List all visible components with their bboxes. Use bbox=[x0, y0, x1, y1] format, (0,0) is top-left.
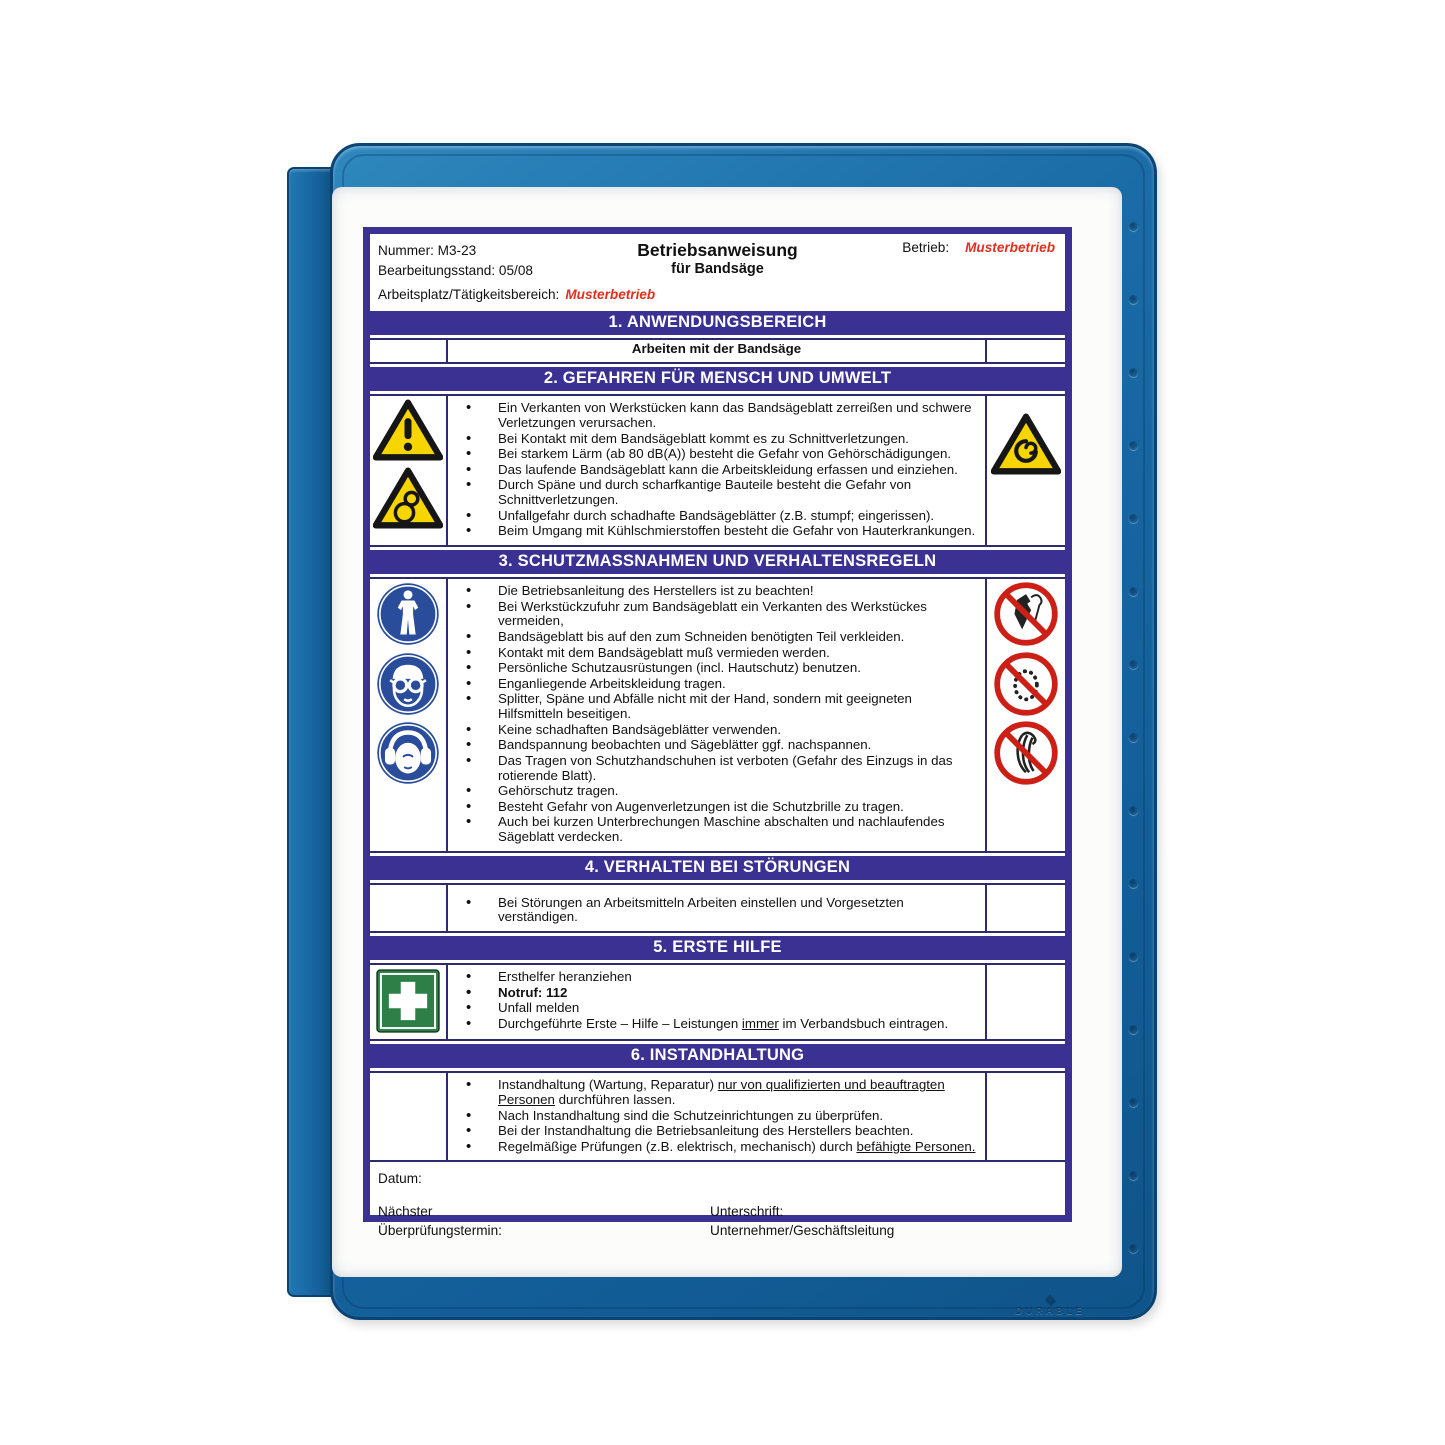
bearbeitungsstand-field: Bearbeitungsstand: 05/08 bbox=[378, 263, 533, 279]
bullet-text: durchführen lassen. bbox=[554, 1091, 676, 1107]
arbeitsplatz-field bbox=[378, 288, 655, 303]
durable-logo-mark bbox=[1044, 1295, 1055, 1306]
bullet: • Ein Verkanten von Werkstücken kann das Bandsägeblatt zerreißen und schwere Verletzungen verursachen. bbox=[448, 401, 977, 430]
document-footer bbox=[370, 1162, 1065, 1240]
general-warning-icon bbox=[373, 399, 443, 465]
naechster-label: Nächster bbox=[378, 1204, 433, 1220]
section-6-row bbox=[370, 1071, 1065, 1162]
arbeitsplatz-label: Arbeitsplatz/Tätigkeitsbereich: bbox=[378, 287, 560, 303]
section-4-header: 4. VERHALTEN BEI STÖRUNGEN bbox=[370, 856, 1065, 880]
section-1-header: 1. ANWENDUNGSBEREICH bbox=[370, 311, 1065, 335]
frame-dimple bbox=[1129, 806, 1138, 815]
footer-grid bbox=[378, 1203, 1055, 1240]
section-6-bullet-list bbox=[448, 1078, 977, 1154]
section-2-right-icons bbox=[987, 396, 1065, 545]
bullet: • Bei Kontakt mit dem Bandsägeblatt kommt es zu Schnittverletzungen. bbox=[448, 432, 977, 447]
frame-dimple bbox=[1129, 1025, 1138, 1034]
frame-dimple bbox=[1129, 587, 1138, 596]
frame-dimple bbox=[1129, 222, 1138, 231]
section-6-left-cell bbox=[370, 1073, 446, 1160]
bullet-text-underlined: befähigte Personen. bbox=[856, 1138, 976, 1154]
bullet: • Das laufende Bandsägeblatt kann die Arbeitskleidung erfassen und einziehen. bbox=[448, 463, 977, 478]
nummer-field: Nummer: M3-23 bbox=[378, 243, 477, 258]
title-line2: für Bandsäge bbox=[671, 261, 764, 278]
section-4-bullet-list bbox=[448, 896, 977, 925]
bullet: • Splitter, Späne und Abfälle nicht mit der Hand, sondern mit geeigneten Hilfsmitteln beseitigen. bbox=[448, 692, 977, 721]
bullet: • Bei Werkstückzufuhr zum Bandsägeblatt ein Verkanten des Werkstückes vermeiden, bbox=[448, 600, 977, 629]
bullet: • Durch Späne und durch scharfkantige Bauteile besteht die Gefahr von Schnittverletzungen. bbox=[448, 478, 977, 507]
bullet: • Bandspannung beobachten und Sägeblätter ggf. nachspannen. bbox=[448, 738, 977, 753]
betrieb-label: Betrieb: bbox=[902, 240, 950, 255]
bullet-text: Durchgeführte Erste – Hilfe – Leistungen bbox=[498, 1016, 742, 1032]
naechster-termin-field bbox=[378, 1203, 710, 1240]
bullet bbox=[448, 1078, 977, 1107]
section-5-left-icons bbox=[370, 965, 446, 1039]
automatic-start-warning-icon bbox=[991, 413, 1061, 479]
betriebsanweisung-document bbox=[363, 227, 1072, 1238]
bullet: • Unfall melden bbox=[448, 1001, 977, 1016]
bullet: • Bei starkem Lärm (ab 80 dB(A)) besteht die Gefahr von Gehörschädigungen. bbox=[448, 447, 977, 462]
section-3-content bbox=[446, 579, 987, 851]
section-1-content: Arbeiten mit der Bandsäge bbox=[446, 340, 987, 362]
bullet-text-underlined: immer bbox=[741, 1016, 779, 1032]
frame-dimple bbox=[1129, 1098, 1138, 1107]
unterschrift-field bbox=[710, 1203, 1055, 1240]
bullet-text: Regelmäßige Prüfungen (z.B. elektrisch, mechanisch) durch bbox=[498, 1138, 857, 1154]
bullet: • Bandsägeblatt bis auf den zum Schneiden benötigten Teil verkleiden. bbox=[448, 630, 977, 645]
section-4-row bbox=[370, 883, 1065, 933]
bullet: • Die Betriebsanleitung des Herstellers ist zu beachten! bbox=[448, 584, 977, 599]
section-6-right-cell bbox=[987, 1073, 1065, 1160]
unternehmer-label: Unternehmer/Geschäftsleitung bbox=[710, 1222, 895, 1238]
bullet: • Besteht Gefahr von Augenverletzungen ist die Schutzbrille zu tragen. bbox=[448, 800, 977, 815]
bullet: • Keine schadhaften Bandsägeblätter verwenden. bbox=[448, 723, 977, 738]
section-2-header: 2. GEFAHREN FÜR MENSCH UND UMWELT bbox=[370, 367, 1065, 391]
frame-dimple bbox=[1129, 733, 1138, 742]
frame-dimple bbox=[1129, 295, 1138, 304]
frame-dimple bbox=[1129, 368, 1138, 377]
section-2-left-icons bbox=[370, 396, 446, 545]
bullet: • Persönliche Schutzausrüstungen (incl. Hautschutz) benutzen. bbox=[448, 661, 977, 676]
frame-dimple bbox=[1129, 514, 1138, 523]
ueberpruefungstermin-label: Überprüfungstermin: bbox=[378, 1222, 502, 1238]
bullet: • Bei der Instandhaltung die Betriebsanleitung des Herstellers beachten. bbox=[448, 1124, 977, 1139]
section-5-row bbox=[370, 963, 1065, 1041]
bullet-text-underlined: nur von qualifizierten und beauftragten Personen bbox=[498, 1077, 945, 1107]
frame-dimple bbox=[1129, 660, 1138, 669]
section-5-right-cell bbox=[987, 965, 1065, 1039]
section-5-bullet-list bbox=[448, 970, 977, 1032]
gloves-prohibited-icon bbox=[994, 582, 1058, 650]
datum-field: Datum: bbox=[378, 1171, 422, 1187]
first-aid-icon bbox=[375, 968, 441, 1038]
bullet: • Nach Instandhaltung sind die Schutzeinrichtungen zu überprüfen. bbox=[448, 1109, 977, 1124]
bullet: • Auch bei kurzen Unterbrechungen Maschine abschalten und nachlaufendes Sägeblatt verdecken. bbox=[448, 815, 977, 844]
title-line1: Betriebsanweisung bbox=[637, 240, 798, 260]
frame-dimple bbox=[1129, 441, 1138, 450]
frame-dimple bbox=[1129, 879, 1138, 888]
bullet: • Kontakt mit dem Bandsägeblatt muß vermieden werden. bbox=[448, 646, 977, 661]
bullet: • Beim Umgang mit Kühlschmierstoffen besteht die Gefahr von Hauterkrankungen. bbox=[448, 524, 977, 539]
section-1-right-cell bbox=[987, 340, 1065, 362]
bullet-text: Instandhaltung (Wartung, Reparatur) bbox=[498, 1077, 718, 1093]
wear-safety-glasses-icon bbox=[376, 652, 440, 720]
section-4-content bbox=[446, 885, 987, 931]
section-5-content bbox=[446, 965, 987, 1039]
long-open-hair-prohibited-icon bbox=[994, 721, 1058, 789]
unterschrift-label: Unterschrift: bbox=[710, 1204, 784, 1220]
section-1-left-cell bbox=[370, 340, 446, 362]
jewelry-prohibited-icon bbox=[994, 652, 1058, 720]
betrieb-value: Musterbetrieb bbox=[965, 240, 1055, 255]
bullet: • Unfallgefahr durch schadhafte Bandsägeblätter (z.B. stumpf; eingerissen). bbox=[448, 509, 977, 524]
section-3-header: 3. SCHUTZMASSNAHMEN UND VERHALTENSREGELN bbox=[370, 550, 1065, 574]
frame-dimple bbox=[1129, 1244, 1138, 1253]
section-2-row bbox=[370, 394, 1065, 547]
bullet-text: im Verbandsbuch eintragen. bbox=[778, 1016, 949, 1032]
bullet: • Ersthelfer heranziehen bbox=[448, 970, 977, 985]
arbeitsplatz-value: Musterbetrieb bbox=[565, 287, 656, 303]
durable-logo-text: DURABLE bbox=[1015, 1306, 1085, 1317]
section-6-header: 6. INSTANDHALTUNG bbox=[370, 1044, 1065, 1068]
section-6-content bbox=[446, 1073, 987, 1160]
section-3-row bbox=[370, 577, 1065, 853]
section-4-left-cell bbox=[370, 885, 446, 931]
bullet: • Das Tragen von Schutzhandschuhen ist verboten (Gefahr des Einzugs in das rotierende Blatt). bbox=[448, 754, 977, 783]
bullet: • Gehörschutz tragen. bbox=[448, 784, 977, 799]
betrieb-field bbox=[902, 241, 1055, 256]
frame-dimple bbox=[1129, 952, 1138, 961]
section-5-header: 5. ERSTE HILFE bbox=[370, 936, 1065, 960]
wear-protective-clothing-icon bbox=[376, 582, 440, 650]
section-3-right-icons bbox=[987, 579, 1065, 851]
draw-in-hazard-warning-icon bbox=[373, 467, 443, 533]
frame-dimple bbox=[1129, 1171, 1138, 1180]
section-3-bullet-list bbox=[448, 584, 977, 845]
section-3-left-icons bbox=[370, 579, 446, 851]
section-2-bullet-list bbox=[448, 401, 977, 539]
wear-ear-protection-icon bbox=[376, 721, 440, 789]
section-1-row bbox=[370, 338, 1065, 364]
document-header bbox=[370, 234, 1065, 308]
section-2-content bbox=[446, 396, 987, 545]
section-4-right-cell bbox=[987, 885, 1065, 931]
bullet: • Bei Störungen an Arbeitsmitteln Arbeiten einstellen und Vorgesetzten verständigen. bbox=[448, 896, 977, 925]
bullet bbox=[448, 1140, 977, 1155]
bullet-notruf: • Notruf: 112 bbox=[448, 986, 977, 1001]
bullet bbox=[448, 1017, 977, 1032]
bullet: • Enganliegende Arbeitskleidung tragen. bbox=[448, 677, 977, 692]
durable-logo bbox=[970, 1296, 1130, 1317]
